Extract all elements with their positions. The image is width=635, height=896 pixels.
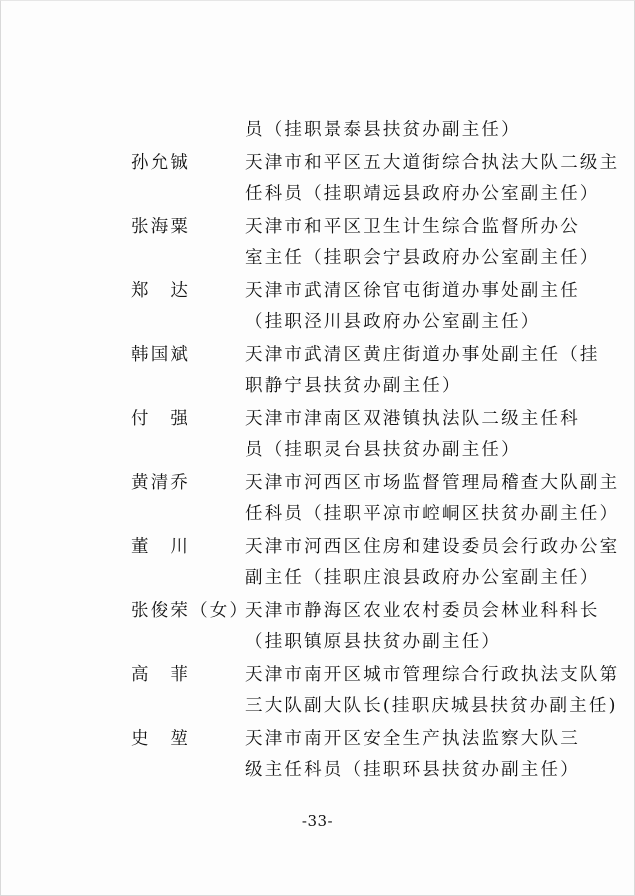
entry-name: 张俊荣（女）: [131, 601, 250, 621]
page-number: -33-: [301, 812, 334, 830]
entry-name: 张海粟: [131, 217, 191, 237]
entry-detail-line: 职静宁县扶贫办副主任）: [245, 376, 462, 396]
entry-detail-line: 天津市河西区住房和建设委员会行政办公室: [245, 537, 620, 557]
entry-detail-line: 天津市和平区卫生计生综合监督所办公: [245, 217, 580, 237]
entry-detail-line: 任科员（挂职靖远县政府办公室副主任）: [245, 184, 600, 204]
entry-name: 黄清乔: [131, 473, 191, 493]
entry-detail-line: 天津市静海区农业农村委员会林业科科长: [245, 601, 600, 621]
entry-name: 郑 达: [131, 281, 191, 301]
entry-detail-line: 天津市河西区市场监督管理局稽查大队副主: [245, 473, 620, 493]
entry-detail-line: 级主任科员（挂职环县扶贫办副主任）: [245, 760, 580, 780]
entry-detail-line: 室主任（挂职会宁县政府办公室副主任）: [245, 248, 600, 268]
entry-detail-line: 副主任（挂职庄浪县政府办公室副主任）: [245, 568, 600, 588]
entry-detail-line: 天津市和平区五大道街综合执法大队二级主: [245, 153, 620, 173]
entry-name: 高 菲: [131, 665, 191, 685]
entry-detail-line: （挂职镇原县扶贫办副主任）: [245, 632, 502, 652]
entry-detail-line: 天津市南开区安全生产执法监察大队三: [245, 729, 580, 749]
entry-detail-line: 天津市津南区双港镇执法队二级主任科: [245, 409, 580, 429]
entry-name: 史 堃: [131, 729, 191, 749]
entry-name: 韩国斌: [131, 345, 191, 365]
entry-detail-line: 任科员（挂职平凉市崆峒区扶贫办副主任）: [245, 504, 620, 524]
entry-name: 董 川: [131, 537, 191, 557]
entry-detail-line: （挂职泾川县政府办公室副主任）: [245, 312, 541, 332]
entry-detail-line: 天津市南开区城市管理综合行政执法支队第: [245, 665, 620, 685]
entry-detail-line: 三大队副大队长(挂职庆城县扶贫办副主任): [245, 696, 618, 716]
entry-detail-line: 员（挂职景泰县扶贫办副主任）: [245, 120, 521, 140]
entry-detail-line: 员（挂职灵台县扶贫办副主任）: [245, 440, 521, 460]
entry-name: 付 强: [131, 409, 191, 429]
entry-detail-line: 天津市武清区徐官屯街道办事处副主任: [245, 281, 580, 301]
entry-name: 孙允铖: [131, 153, 191, 173]
entry-detail-line: 天津市武清区黄庄街道办事处副主任（挂: [245, 345, 600, 365]
